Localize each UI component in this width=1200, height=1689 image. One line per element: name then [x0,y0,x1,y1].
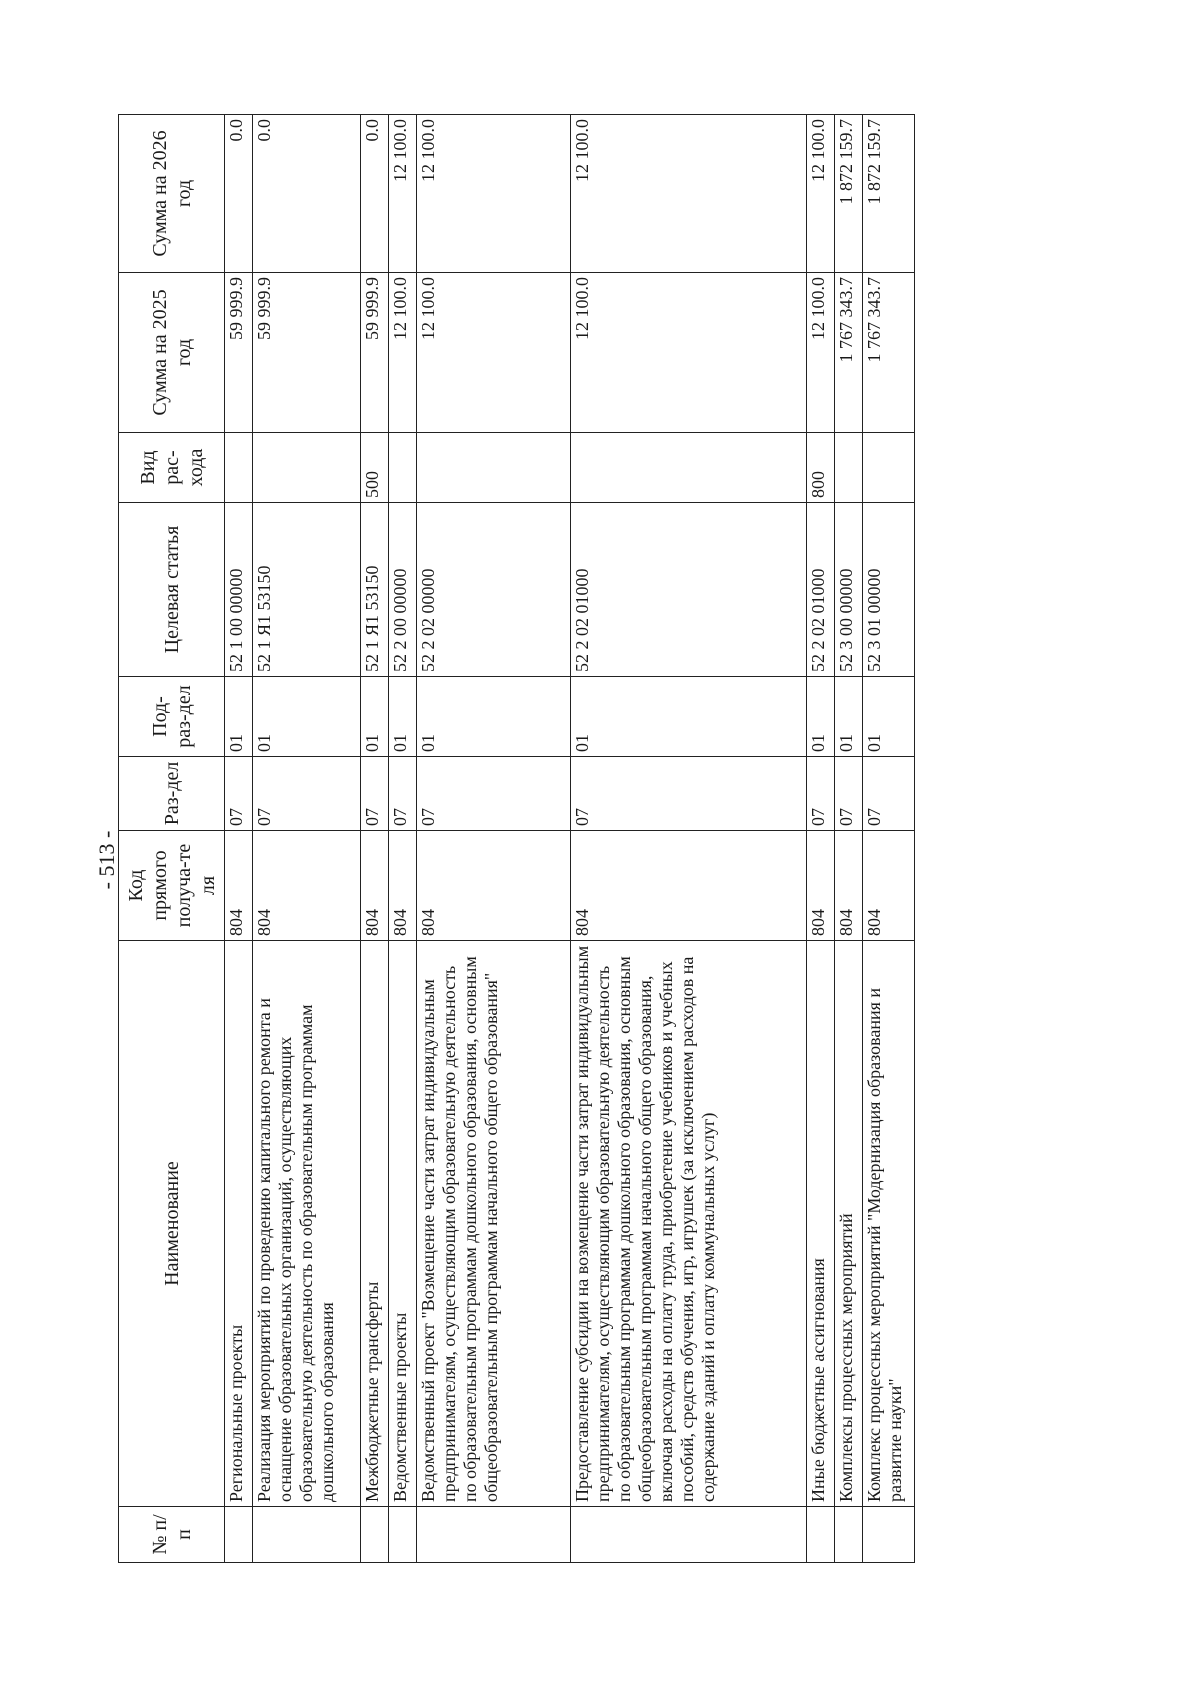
cell-sum-2025: 12 100.0 [417,273,571,433]
cell-name: Реализация мероприятий по проведению капитального ремонта и оснащение образовательных организаций, осуществляющих образовательную деятельность по образовательным программам дошкольного образования [253,941,361,1507]
cell-target: 52 2 02 01000 [571,503,807,677]
budget-table [118,114,915,1563]
cell-num [835,1507,863,1563]
cell-exp-type [389,433,417,503]
cell-name: Ведомственный проект "Возмещение части затрат индивидуальным предпринимателям, осуществляющим образовательную деятельность по образовательным программам дошкольного образования, основным общеобразовательным программам начального общего образования" [417,941,571,1507]
header-name: Наименование [119,941,225,1507]
cell-sum-2026: 0.0 [225,115,253,273]
header-section: Раз-дел [119,757,225,831]
cell-exp-type [417,433,571,503]
cell-subsection: 01 [417,677,571,757]
table-row [835,115,863,1563]
cell-sum-2026: 12 100.0 [571,115,807,273]
cell-sum-2026: 12 100.0 [807,115,835,273]
table-row [253,115,361,1563]
header-num: № п/п [119,1507,225,1563]
cell-target: 52 2 02 01000 [807,503,835,677]
cell-sum-2026: 12 100.0 [417,115,571,273]
cell-name: Комплексы процессных мероприятий [835,941,863,1507]
cell-sum-2025: 1 767 343.7 [863,273,915,433]
cell-section: 07 [417,757,571,831]
cell-sum-2025: 12 100.0 [571,273,807,433]
cell-sum-2025: 59 999.9 [253,273,361,433]
table-row [571,115,807,1563]
table-row [863,115,915,1563]
cell-num [571,1507,807,1563]
cell-name: Комплекс процессных мероприятий "Модернизация образования и развитие науки" [863,941,915,1507]
cell-recipient: 804 [225,831,253,941]
cell-subsection: 01 [863,677,915,757]
cell-num [863,1507,915,1563]
page-number: - 513 - [94,830,119,890]
cell-num [807,1507,835,1563]
cell-section: 07 [571,757,807,831]
header-sum-2025: Сумма на 2025 год [119,273,225,433]
header-subsection: Под-раз-дел [119,677,225,757]
rotated-table-container [118,115,905,1563]
cell-target: 52 2 00 00000 [389,503,417,677]
cell-num [225,1507,253,1563]
table-row [417,115,571,1563]
cell-section: 07 [389,757,417,831]
cell-subsection: 01 [835,677,863,757]
cell-recipient: 804 [361,831,389,941]
cell-sum-2025: 12 100.0 [807,273,835,433]
cell-target: 52 3 01 00000 [863,503,915,677]
cell-sum-2025: 59 999.9 [225,273,253,433]
header-recipient-code: Код прямого получа-те ля [119,831,225,941]
table-row [361,115,389,1563]
cell-recipient: 804 [253,831,361,941]
cell-target: 52 1 Я1 53150 [253,503,361,677]
header-expense-type: Вид рас-хода [119,433,225,503]
cell-num [253,1507,361,1563]
cell-sum-2026: 0.0 [253,115,361,273]
cell-sum-2025: 12 100.0 [389,273,417,433]
table-body [225,115,915,1563]
cell-num [389,1507,417,1563]
cell-recipient: 804 [863,831,915,941]
cell-target: 52 3 00 00000 [835,503,863,677]
header-sum-2026: Сумма на 2026 год [119,115,225,273]
cell-sum-2026: 12 100.0 [389,115,417,273]
cell-num [361,1507,389,1563]
cell-section: 07 [807,757,835,831]
cell-name: Ведомственные проекты [389,941,417,1507]
cell-sum-2026: 1 872 159.7 [863,115,915,273]
cell-num [417,1507,571,1563]
cell-name: Иные бюджетные ассигнования [807,941,835,1507]
cell-section: 07 [835,757,863,831]
cell-name: Межбюджетные трансферты [361,941,389,1507]
cell-recipient: 804 [571,831,807,941]
cell-section: 07 [361,757,389,831]
header-row [119,115,225,1563]
table-row [389,115,417,1563]
cell-subsection: 01 [225,677,253,757]
cell-subsection: 01 [571,677,807,757]
cell-section: 07 [225,757,253,831]
cell-subsection: 01 [807,677,835,757]
cell-target: 52 1 00 00000 [225,503,253,677]
cell-section: 07 [863,757,915,831]
cell-subsection: 01 [253,677,361,757]
cell-recipient: 804 [807,831,835,941]
cell-subsection: 01 [361,677,389,757]
cell-target: 52 1 Я1 53150 [361,503,389,677]
cell-target: 52 2 02 00000 [417,503,571,677]
cell-sum-2026: 0.0 [361,115,389,273]
cell-exp-type [225,433,253,503]
cell-subsection: 01 [389,677,417,757]
cell-sum-2025: 1 767 343.7 [835,273,863,433]
cell-recipient: 804 [389,831,417,941]
cell-exp-type [835,433,863,503]
table-row [225,115,253,1563]
cell-exp-type [571,433,807,503]
cell-recipient: 804 [417,831,571,941]
cell-recipient: 804 [835,831,863,941]
cell-name: Предоставление субсидии на возмещение части затрат индивидуальным предпринимателям, осуществляющим образовательную деятельность по образовательным программам дошкольного образования, основным общеобразовательным программам начального общего образования, включая расходы на оплату труда, приобретение учебников и учебных пособий, средств обучения, игр, игрушек (за исключением расходов на содержание зданий и оплату коммунальных услуг) [571,941,807,1507]
cell-sum-2026: 1 872 159.7 [835,115,863,273]
cell-exp-type: 800 [807,433,835,503]
cell-exp-type: 500 [361,433,389,503]
header-target-article: Целевая статья [119,503,225,677]
cell-exp-type [253,433,361,503]
table-row [807,115,835,1563]
cell-sum-2025: 59 999.9 [361,273,389,433]
cell-exp-type [863,433,915,503]
cell-section: 07 [253,757,361,831]
cell-name: Региональные проекты [225,941,253,1507]
